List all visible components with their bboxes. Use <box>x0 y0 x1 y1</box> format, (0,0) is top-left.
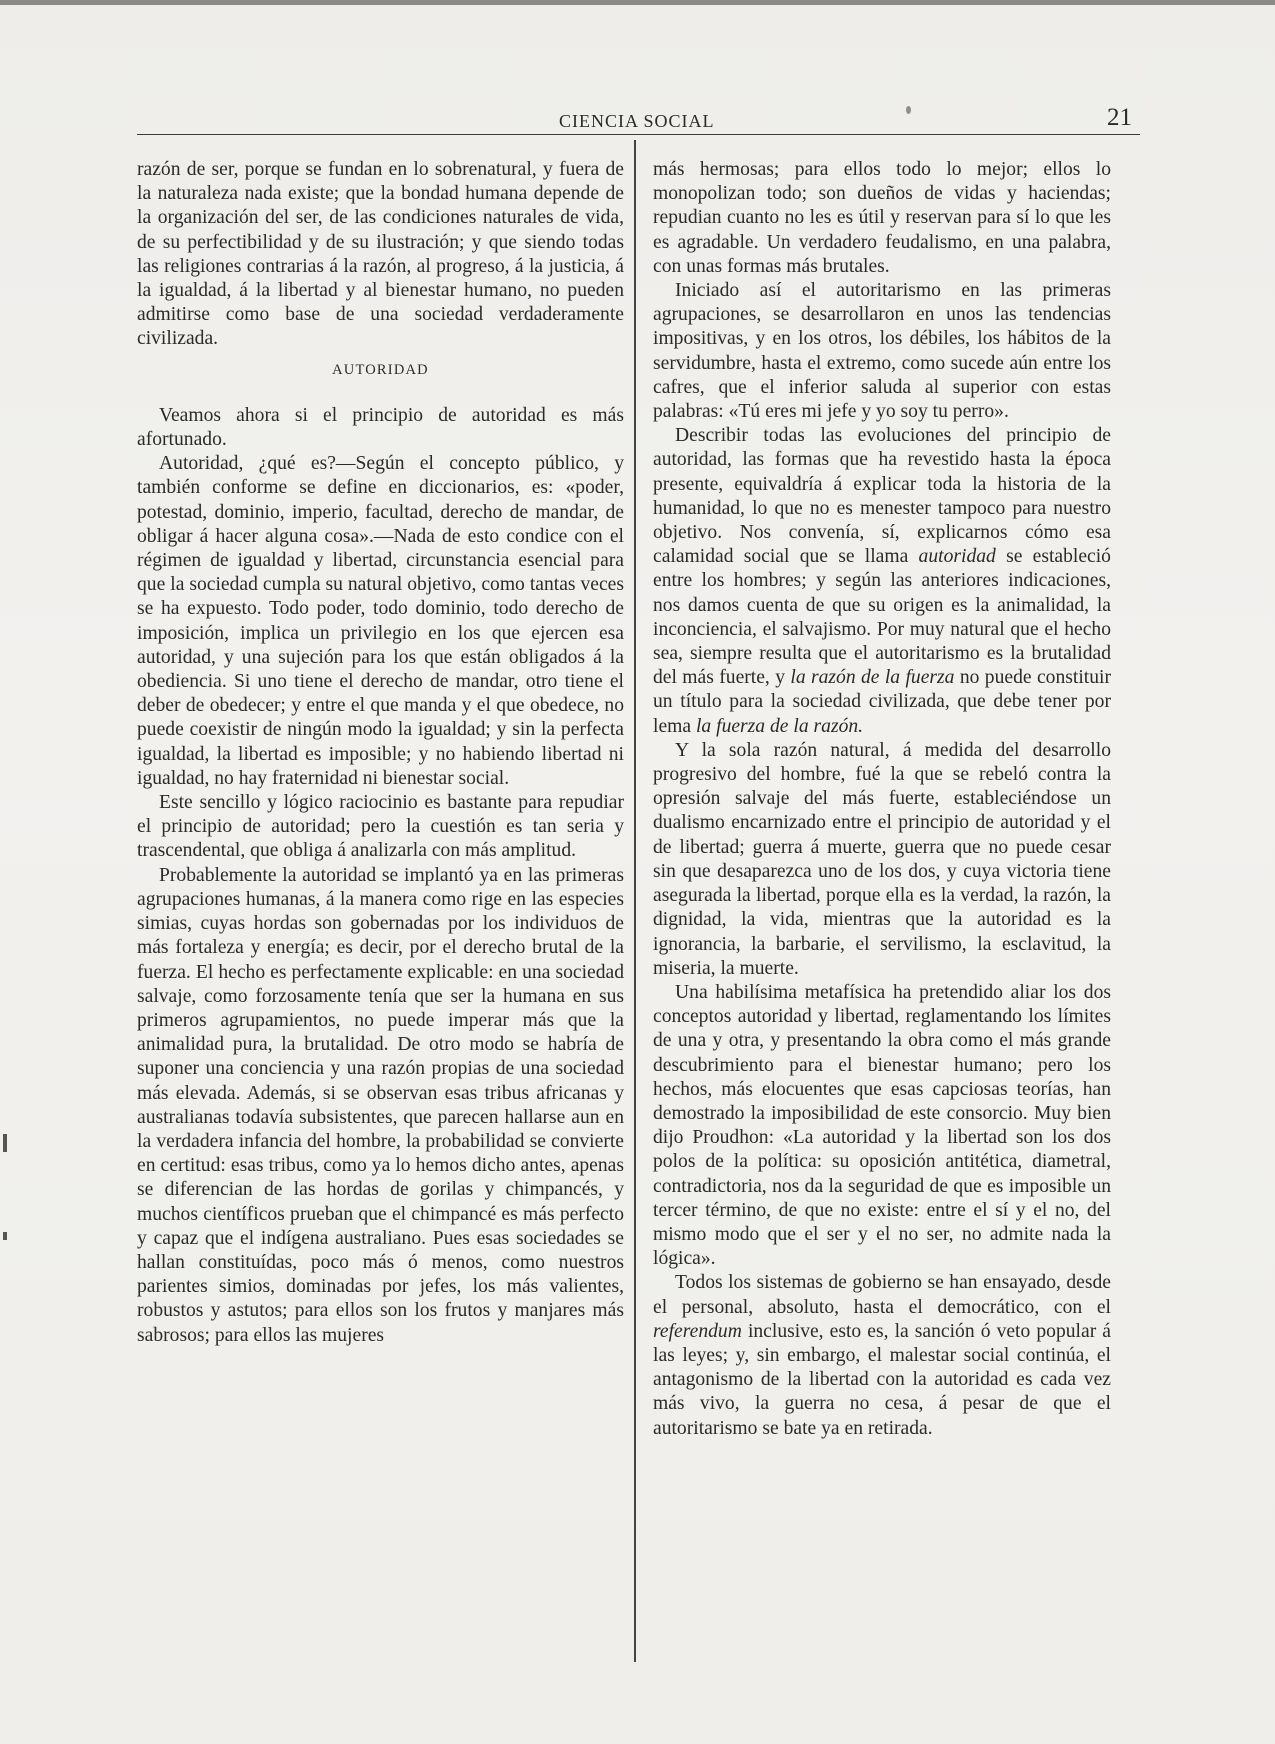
text-run: no puede constituir un título para la sociedad civilizada, que debe tener por lema <box>653 667 1111 737</box>
paragraph: más hermosas; para ellos todo lo mejor; ellos lo monopolizan todo; son dueños de vidas y haciendas; repudian cuanto no les es útil y reservan para sí lo que les es agradable. Un verdadero feudalismo, en una palabra, con unas formas más brutales. <box>653 159 1111 277</box>
emphasis: la razón de la fuerza <box>790 667 955 689</box>
paragraph <box>653 424 1111 739</box>
paragraph: Autoridad, ¿qué es?—Según el concepto público, y también conforme se define en diccionarios, es: «poder, potestad, dominio, imperio, facultad, derecho de mandar, de obligar á hacer alguna cosa».—Nada de esto condice con el régimen de igualdad y libertad, circunstancia esencial para que la sociedad cumpla su natural objetivo, como tantas veces se ha expuesto. Todo poder, todo dominio, todo derecho de imposición, implica un privilegio en los que ejercen esa autoridad, y una sujeción para los que están obligados á la obediencia. Si uno tiene el derecho de mandar, otro tiene el deber de obedecer; y entre el que manda y el que obedece, no puede coexistir de ningún modo la igualdad; y sin la perfecta igualdad, la libertad es imposible; y no habiendo libertad ni igualdad, no hay fraternidad ni bienestar social. <box>137 453 624 789</box>
page-top-edge <box>0 0 1275 5</box>
paragraph: Una habilísima metafísica ha pretendido aliar los dos conceptos autoridad y libertad, reglamentando los límites de una y otra, y presentando la obra como el más grande descubrimiento para el bienestar humano; pero los hechos, más elocuentes que esas capciosas teorías, han demostrado la imposibilidad de este consorcio. Muy bien dijo Proudhon: «La autoridad y la libertad son los dos polos de la política: su oposición antitética, diametral, contradictoria, nos da la seguridad de que es imposible un tercer término, de que no existe: entre el sí y el no, del mismo modo que el ser y el no ser, no admite nada la lógica». <box>653 981 1111 1270</box>
paragraph <box>653 1271 1111 1440</box>
running-title: CIENCIA SOCIAL <box>559 111 715 131</box>
section-heading: AUTORIDAD <box>332 361 429 378</box>
emphasis: autoridad <box>918 546 996 568</box>
paragraph: Probablemente la autoridad se implantó ya en las primeras agrupaciones humanas, á la manera como rige en las especies simias, cuyas hordas son gobernadas por los individuos de más fortaleza y energía; es decir, por el derecho brutal de la fuerza. El hecho es perfectamente explicable: en una sociedad salvaje, como forzosamente tenía que ser la humana en sus primeros agrupamientos, no puede imperar más que la animalidad pura, la brutalidad. De otro modo se habría de suponer una conciencia y una razón propias de una sociedad más elevada. Además, si se observan esas tribus africanas y australianas todavía subsistentes, que parecen hallarse aun en la verdadera infancia del hombre, la probabilidad se convierte en certitud: esas tribus, como ya lo hemos dicho antes, apenas se diferencian de las hordas de gorilas y chimpancés, y muchos científicos prueban que el chimpancé es más perfecto y capaz que el indígena australiano. Pues esas sociedades se hallan constituídas, poco más ó menos, como nuestros parientes simios, dominadas por jefes, los más valientes, robustos y astutos; para ellos son los frutos y manjares más sabrosos; para ellos las mujeres <box>137 864 624 1346</box>
binding-mark <box>3 1232 7 1240</box>
text-run: Describir todas las evoluciones del principio de autoridad, las formas que ha revestido hasta la época presente, equivaldría á explicar toda la historia de la humanidad, lo que no es menester tampoco para nuestro objetivo. Nos convenía, sí, explicarnos cómo esa calamidad social que se llama <box>653 425 1111 568</box>
left-column <box>137 158 624 1348</box>
paragraph: Y la sola razón natural, á medida del desarrollo progresivo del hombre, fué la que se rebeló contra la opresión salvaje del más fuerte, estableciéndose un dualismo encarnizado entre el principio de autoridad y el de libertad; guerra á muerte, guerra que no puede cesar sin que desaparezca uno de los dos, y cuya victoria tiene asegurada la libertad, porque ella es la verdad, la razón, la dignidad, la vida, mientras que la autoridad es la ignorancia, la barbarie, el servilismo, la esclavitud, la miseria, la muerte. <box>653 739 1111 979</box>
page-number: 21 <box>1107 104 1132 131</box>
right-column <box>653 158 1111 1441</box>
paragraph: Iniciado así el autoritarismo en las primeras agrupaciones, se desarrollaron en unos las tendencias impositivas, y en los otros, los débiles, los hábitos de la servidumbre, hasta el extremo, como sucede aún entre los cafres, que el inferior saluda al superior con estas palabras: «Tú eres mi jefe y yo soy tu perro». <box>653 280 1111 423</box>
emphasis: la fuerza de la razón. <box>695 715 864 737</box>
text-run: se estableció entre los hombres; y según las anteriores indicaciones, nos damos cuenta de que su origen es la animalidad, la inconciencia, el salvajismo. Por muy natural que el hecho sea, siempre resulta que el autoritarismo es la brutalidad del más fuerte, y <box>653 546 1111 689</box>
emphasis: referendum <box>653 1320 742 1342</box>
page-header <box>137 104 1140 135</box>
ink-speck <box>906 106 911 114</box>
paragraph: Veamos ahora si el principio de autoridad es más afortunado. <box>137 404 624 451</box>
text-run: Todos los sistemas de gobierno se han ensayado, desde el personal, absoluto, hasta el democrático, con el <box>653 1272 1111 1318</box>
binding-mark <box>3 1134 7 1152</box>
column-divider <box>634 140 636 1662</box>
paragraph: Este sencillo y lógico raciocinio es bastante para repudiar el principio de autoridad; pero la cuestión es tan seria y trascendental, que obliga á analizarla con más amplitud. <box>137 792 624 862</box>
paragraph: razón de ser, porque se fundan en lo sobrenatural, y fuera de la naturaleza nada existe; que la bondad humana depende de la organización del ser, de las condiciones naturales de vida, de su perfectibilidad y de su ilustración; y que siendo todas las religiones contrarias á la razón, al progreso, á la justicia, á la igualdad, á la libertad y al bienestar humano, no pueden admitirse como base de una sociedad verdaderamente civilizada. <box>137 159 624 350</box>
text-run: inclusive, esto es, la sanción ó veto popular á las leyes; y, sin embargo, el malestar social continúa, el antagonismo de la libertad con la autoridad es cada vez más vivo, la guerra no cesa, á pesar de que el autoritarismo se bate ya en retirada. <box>653 1320 1111 1439</box>
